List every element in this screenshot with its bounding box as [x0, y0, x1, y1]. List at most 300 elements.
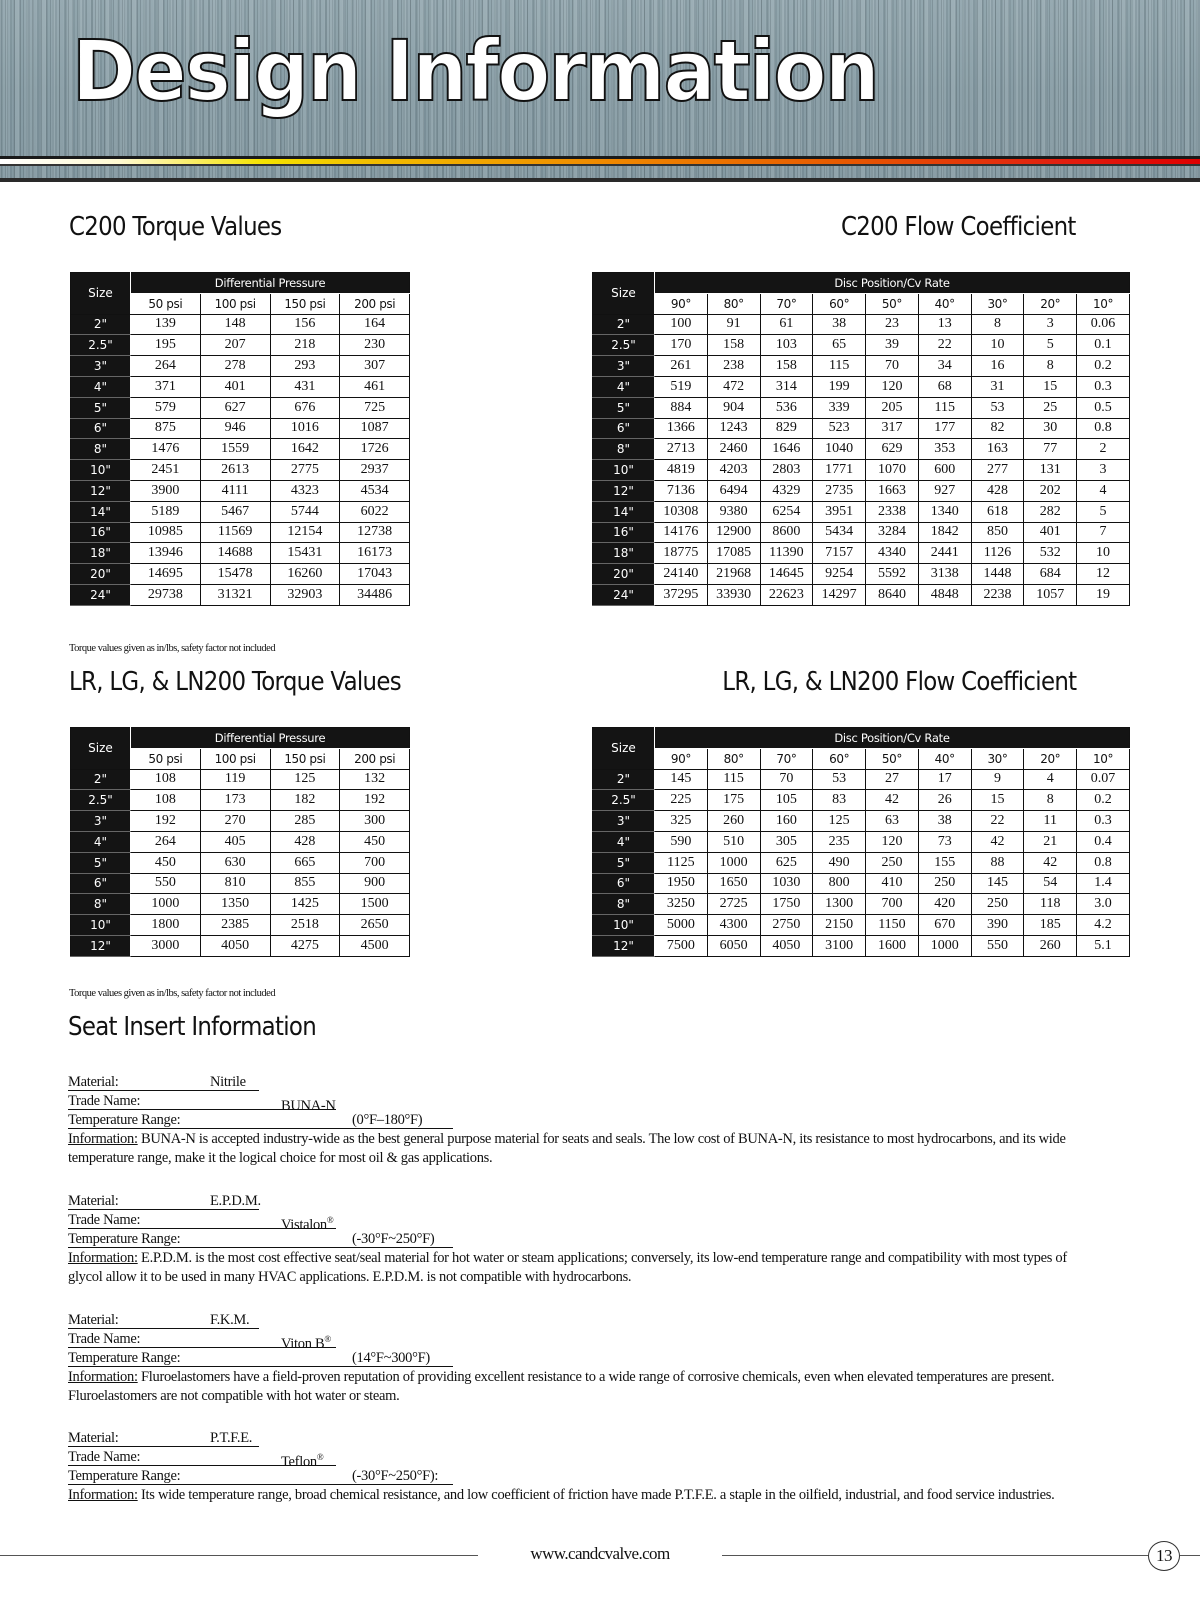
value-cell: 22: [918, 335, 971, 356]
value-cell: 148: [200, 314, 270, 335]
value-cell: 4323: [270, 480, 340, 501]
value-cell: 390: [971, 915, 1024, 936]
size-cell: 10": [71, 460, 131, 481]
column-header: 70°: [760, 293, 813, 314]
value-cell: 16173: [340, 543, 410, 564]
column-header: 10°: [1077, 748, 1130, 769]
value-cell: 1646: [760, 439, 813, 460]
size-cell: 4": [593, 831, 655, 852]
c200-flow-table: [592, 272, 1130, 606]
table-row: [71, 335, 410, 356]
value-cell: 1000: [131, 894, 201, 915]
value-cell: 904: [707, 397, 760, 418]
value-cell: 32903: [270, 584, 340, 605]
value-cell: 22623: [760, 584, 813, 605]
value-cell: 160: [760, 811, 813, 832]
size-cell: 6": [71, 873, 131, 894]
temperature-value: (14°F~300°F): [352, 1350, 430, 1366]
column-header: 40°: [918, 748, 971, 769]
size-cell: 5": [71, 852, 131, 873]
material-value: E.P.D.M.: [210, 1193, 261, 1209]
information-text: E.P.D.M. is the most cost effective seat/seal material for hot water or steam applications; conversely, its low-end temperature range and compatibility with most types of glycol allow it to be used in many HVAC applications. E.P.D.M. is not compatible with hydrocarbons.: [68, 1250, 1067, 1285]
lr-flow-title: LR, LG, & LN200 Flow Coefficient: [721, 667, 1076, 697]
material-row: [68, 1073, 1088, 1092]
value-cell: 250: [918, 873, 971, 894]
value-cell: 108: [131, 769, 201, 790]
value-cell: 82: [971, 418, 1024, 439]
material-label: Material:: [68, 1312, 119, 1328]
value-cell: 300: [340, 811, 410, 832]
value-cell: 14176: [655, 522, 708, 543]
table-row: [71, 564, 410, 585]
value-cell: 3000: [131, 935, 201, 956]
value-cell: 2385: [200, 915, 270, 936]
trade-name-row: [68, 1448, 1088, 1470]
value-cell: 202: [1024, 480, 1077, 501]
size-cell: 12": [593, 480, 655, 501]
value-cell: 4.2: [1077, 915, 1130, 936]
value-cell: 139: [131, 314, 201, 335]
size-cell: 4": [593, 376, 655, 397]
value-cell: 519: [655, 376, 708, 397]
table-row: [71, 873, 410, 894]
value-cell: 10308: [655, 501, 708, 522]
value-cell: 401: [1024, 522, 1077, 543]
temperature-value: (-30°F~250°F): [352, 1231, 435, 1247]
value-cell: 192: [340, 790, 410, 811]
trade-name-value: Vistalon: [281, 1217, 327, 1233]
value-cell: 855: [270, 873, 340, 894]
value-cell: 54: [1024, 873, 1077, 894]
size-column-header: Size: [593, 273, 655, 315]
size-cell: 2.5": [593, 790, 655, 811]
value-cell: 1500: [340, 894, 410, 915]
value-cell: 7500: [655, 935, 708, 956]
column-header: 80°: [707, 293, 760, 314]
value-cell: 314: [760, 376, 813, 397]
table-row: [593, 584, 1130, 605]
table-row: [71, 543, 410, 564]
value-cell: 1800: [131, 915, 201, 936]
trade-name-label: Trade Name:: [68, 1449, 141, 1465]
information-label: Information:: [68, 1369, 138, 1385]
column-header: 150 psi: [270, 293, 340, 314]
table-row: [593, 564, 1130, 585]
value-cell: 579: [131, 397, 201, 418]
value-cell: 73: [918, 831, 971, 852]
value-cell: 2803: [760, 460, 813, 481]
table-row: [71, 356, 410, 377]
value-cell: 218: [270, 335, 340, 356]
value-cell: 2518: [270, 915, 340, 936]
value-cell: 63: [866, 811, 919, 832]
value-cell: 1642: [270, 439, 340, 460]
trade-name-label: Trade Name:: [68, 1212, 141, 1228]
value-cell: 260: [1024, 935, 1077, 956]
information-paragraph: [68, 1368, 1088, 1406]
size-column-header: Size: [71, 273, 131, 315]
value-cell: 12738: [340, 522, 410, 543]
value-cell: 131: [1024, 460, 1077, 481]
value-cell: 53: [971, 397, 1024, 418]
size-cell: 6": [71, 418, 131, 439]
size-cell: 10": [593, 915, 655, 936]
value-cell: 16260: [270, 564, 340, 585]
value-cell: 132: [340, 769, 410, 790]
table-row: [71, 314, 410, 335]
size-cell: 2.5": [71, 335, 131, 356]
value-cell: 173: [200, 790, 270, 811]
table-row: [593, 480, 1130, 501]
information-label: Information:: [68, 1250, 138, 1266]
size-cell: 5": [593, 397, 655, 418]
size-cell: 16": [71, 522, 131, 543]
value-cell: 927: [918, 480, 971, 501]
banner-divider: [0, 164, 1200, 166]
value-cell: 158: [760, 356, 813, 377]
value-cell: 285: [270, 811, 340, 832]
value-cell: 155: [918, 852, 971, 873]
value-cell: 8: [1024, 356, 1077, 377]
value-cell: 1771: [813, 460, 866, 481]
value-cell: 264: [131, 356, 201, 377]
value-cell: 1126: [971, 543, 1024, 564]
value-cell: 38: [813, 314, 866, 335]
value-cell: 120: [866, 376, 919, 397]
value-cell: 536: [760, 397, 813, 418]
value-cell: 700: [340, 852, 410, 873]
size-cell: 10": [593, 460, 655, 481]
value-cell: 5434: [813, 522, 866, 543]
value-cell: 13: [918, 314, 971, 335]
value-cell: 684: [1024, 564, 1077, 585]
table-row: [71, 397, 410, 418]
value-cell: 1600: [866, 935, 919, 956]
value-cell: 230: [340, 335, 410, 356]
torque-note: Torque values given as in/lbs, safety factor not included: [69, 988, 276, 999]
temperature-label: Temperature Range:: [68, 1468, 181, 1484]
table-row: [593, 356, 1130, 377]
table-row: [71, 480, 410, 501]
value-cell: 2613: [200, 460, 270, 481]
value-cell: 4534: [340, 480, 410, 501]
information-text: Fluroelastomers have a field-proven reputation of providing excellent resistance to a wide range of corrosive chemicals, even when elevated temperatures are present. Fluroelastomers are not compatible with hot water or steam.: [68, 1369, 1055, 1404]
value-cell: 42: [1024, 852, 1077, 873]
value-cell: 77: [1024, 439, 1077, 460]
value-cell: 2238: [971, 584, 1024, 605]
value-cell: 261: [655, 356, 708, 377]
c200-torque-title: C200 Torque Values: [69, 212, 282, 242]
value-cell: 0.07: [1077, 769, 1130, 790]
value-cell: 472: [707, 376, 760, 397]
value-cell: 371: [131, 376, 201, 397]
value-cell: 2441: [918, 543, 971, 564]
information-label: Information:: [68, 1131, 138, 1147]
value-cell: 225: [655, 790, 708, 811]
value-cell: 17043: [340, 564, 410, 585]
value-cell: 1000: [918, 935, 971, 956]
value-cell: 115: [813, 356, 866, 377]
value-cell: 700: [866, 894, 919, 915]
value-cell: 4819: [655, 460, 708, 481]
value-cell: 5189: [131, 501, 201, 522]
value-cell: 9380: [707, 501, 760, 522]
value-cell: 629: [866, 439, 919, 460]
value-cell: 410: [866, 873, 919, 894]
value-cell: 10: [971, 335, 1024, 356]
size-cell: 3": [71, 356, 131, 377]
size-cell: 4": [71, 831, 131, 852]
size-cell: 2.5": [71, 790, 131, 811]
value-cell: 9254: [813, 564, 866, 585]
value-cell: 15478: [200, 564, 270, 585]
column-header: 50 psi: [131, 293, 201, 314]
value-cell: 1243: [707, 418, 760, 439]
value-cell: 450: [131, 852, 201, 873]
value-cell: 4050: [200, 935, 270, 956]
size-cell: 2": [593, 314, 655, 335]
value-cell: 0.4: [1077, 831, 1130, 852]
size-cell: 6": [593, 873, 655, 894]
value-cell: 2735: [813, 480, 866, 501]
value-cell: 810: [200, 873, 270, 894]
value-cell: 235: [813, 831, 866, 852]
material-label: Material:: [68, 1430, 119, 1446]
value-cell: 4500: [340, 935, 410, 956]
column-header: 30°: [971, 748, 1024, 769]
temperature-value: (-30°F~250°F):: [352, 1468, 439, 1484]
size-cell: 18": [593, 543, 655, 564]
value-cell: 53: [813, 769, 866, 790]
value-cell: 523: [813, 418, 866, 439]
value-cell: 4111: [200, 480, 270, 501]
size-cell: 12": [71, 935, 131, 956]
value-cell: 11: [1024, 811, 1077, 832]
value-cell: 1.4: [1077, 873, 1130, 894]
value-cell: 625: [760, 852, 813, 873]
value-cell: 4300: [707, 915, 760, 936]
value-cell: 0.5: [1077, 397, 1130, 418]
column-header: 60°: [813, 748, 866, 769]
value-cell: 317: [866, 418, 919, 439]
value-cell: 627: [200, 397, 270, 418]
seat-insert-entry: [68, 1073, 1088, 1168]
column-header: 20°: [1024, 748, 1077, 769]
value-cell: 420: [918, 894, 971, 915]
value-cell: 2451: [131, 460, 201, 481]
value-cell: 264: [131, 831, 201, 852]
column-header: 90°: [655, 293, 708, 314]
value-cell: 158: [707, 335, 760, 356]
value-cell: 1448: [971, 564, 1024, 585]
table-row: [593, 915, 1130, 936]
value-cell: 725: [340, 397, 410, 418]
table-row: [71, 831, 410, 852]
table-row: [593, 439, 1130, 460]
value-cell: 600: [918, 460, 971, 481]
table-row: [71, 790, 410, 811]
value-cell: 14688: [200, 543, 270, 564]
value-cell: 2150: [813, 915, 866, 936]
value-cell: 68: [918, 376, 971, 397]
temperature-value: (0°F–180°F): [352, 1112, 423, 1128]
value-cell: 30: [1024, 418, 1077, 439]
value-cell: 175: [707, 790, 760, 811]
value-cell: 1663: [866, 480, 919, 501]
size-cell: 20": [593, 564, 655, 585]
value-cell: 1350: [200, 894, 270, 915]
information-paragraph: [68, 1130, 1088, 1168]
value-cell: 27: [866, 769, 919, 790]
value-cell: 10: [1077, 543, 1130, 564]
value-cell: 91: [707, 314, 760, 335]
value-cell: 6022: [340, 501, 410, 522]
value-cell: 6494: [707, 480, 760, 501]
footer-rule: [0, 1555, 478, 1556]
value-cell: 8: [1024, 790, 1077, 811]
size-cell: 4": [71, 376, 131, 397]
temperature-row: [68, 1467, 1088, 1486]
trade-name-value: Viton B: [281, 1336, 325, 1352]
column-header: 10°: [1077, 293, 1130, 314]
value-cell: 29738: [131, 584, 201, 605]
value-cell: 22: [971, 811, 1024, 832]
value-cell: 829: [760, 418, 813, 439]
table-row: [71, 769, 410, 790]
value-cell: 5467: [200, 501, 270, 522]
column-header: 90°: [655, 748, 708, 769]
value-cell: 26: [918, 790, 971, 811]
value-cell: 195: [131, 335, 201, 356]
information-paragraph: [68, 1249, 1088, 1287]
value-cell: 884: [655, 397, 708, 418]
value-cell: 431: [270, 376, 340, 397]
table-row: [71, 894, 410, 915]
registered-mark: ®: [316, 1452, 324, 1462]
value-cell: 164: [340, 314, 410, 335]
value-cell: 0.8: [1077, 852, 1130, 873]
value-cell: 305: [760, 831, 813, 852]
value-cell: 4203: [707, 460, 760, 481]
value-cell: 1950: [655, 873, 708, 894]
group-header: Disc Position/Cv Rate: [655, 273, 1130, 294]
value-cell: 125: [813, 811, 866, 832]
table-row: [593, 894, 1130, 915]
material-row: [68, 1311, 1088, 1330]
value-cell: 21: [1024, 831, 1077, 852]
value-cell: 7: [1077, 522, 1130, 543]
size-cell: 5": [593, 852, 655, 873]
value-cell: 1750: [760, 894, 813, 915]
value-cell: 100: [655, 314, 708, 335]
value-cell: 105: [760, 790, 813, 811]
value-cell: 9: [971, 769, 1024, 790]
table-row: [593, 397, 1130, 418]
value-cell: 38: [918, 811, 971, 832]
value-cell: 3250: [655, 894, 708, 915]
material-row: [68, 1192, 1088, 1211]
size-cell: 2.5": [593, 335, 655, 356]
column-header: 60°: [813, 293, 866, 314]
value-cell: 630: [200, 852, 270, 873]
value-cell: 4: [1077, 480, 1130, 501]
value-cell: 0.06: [1077, 314, 1130, 335]
value-cell: 1087: [340, 418, 410, 439]
size-cell: 6": [593, 418, 655, 439]
value-cell: 207: [200, 335, 270, 356]
table-row: [71, 418, 410, 439]
value-cell: 0.3: [1077, 376, 1130, 397]
size-column-header: Size: [71, 728, 131, 770]
column-header: 200 psi: [340, 293, 410, 314]
value-cell: 1040: [813, 439, 866, 460]
value-cell: 21968: [707, 564, 760, 585]
value-cell: 3138: [918, 564, 971, 585]
trade-name-label: Trade Name:: [68, 1331, 141, 1347]
value-cell: 1425: [270, 894, 340, 915]
value-cell: 8: [971, 314, 1024, 335]
value-cell: 18775: [655, 543, 708, 564]
footer-url[interactable]: www.candcvalve.com: [530, 1544, 670, 1563]
value-cell: 5: [1077, 501, 1130, 522]
value-cell: 270: [200, 811, 270, 832]
value-cell: 665: [270, 852, 340, 873]
column-header: 100 psi: [200, 293, 270, 314]
value-cell: 1340: [918, 501, 971, 522]
value-cell: 163: [971, 439, 1024, 460]
value-cell: 1476: [131, 439, 201, 460]
registered-mark: ®: [326, 1215, 334, 1225]
value-cell: 15: [971, 790, 1024, 811]
value-cell: 185: [1024, 915, 1077, 936]
column-header: 30°: [971, 293, 1024, 314]
value-cell: 6050: [707, 935, 760, 956]
c200-torque-table: [70, 272, 410, 606]
value-cell: 618: [971, 501, 1024, 522]
value-cell: 125: [270, 769, 340, 790]
value-cell: 37295: [655, 584, 708, 605]
table-row: [593, 314, 1130, 335]
column-header: 80°: [707, 748, 760, 769]
table-row: [71, 501, 410, 522]
value-cell: 17: [918, 769, 971, 790]
registered-mark: ®: [324, 1334, 331, 1344]
value-cell: 2650: [340, 915, 410, 936]
size-cell: 10": [71, 915, 131, 936]
size-cell: 8": [71, 439, 131, 460]
table-row: [593, 811, 1130, 832]
size-cell: 3": [71, 811, 131, 832]
value-cell: 4275: [270, 935, 340, 956]
value-cell: 11569: [200, 522, 270, 543]
column-header: 100 psi: [200, 748, 270, 769]
table-row: [593, 376, 1130, 397]
value-cell: 7157: [813, 543, 866, 564]
column-header: 200 psi: [340, 748, 410, 769]
table-row: [71, 915, 410, 936]
value-cell: 5: [1024, 335, 1077, 356]
value-cell: 4848: [918, 584, 971, 605]
information-text: BUNA-N is accepted industry-wide as the best general purpose material for seats and seals. The low cost of BUNA-N, its resistance to most hydrocarbons, and its wide temperature range, make it the logical choice for most oil & gas applications.: [68, 1131, 1066, 1166]
size-cell: 8": [593, 439, 655, 460]
table-row: [593, 873, 1130, 894]
temperature-label: Temperature Range:: [68, 1112, 181, 1128]
group-header: Differential Pressure: [131, 728, 410, 749]
value-cell: 1150: [866, 915, 919, 936]
value-cell: 0.8: [1077, 418, 1130, 439]
size-cell: 12": [593, 935, 655, 956]
value-cell: 5744: [270, 501, 340, 522]
